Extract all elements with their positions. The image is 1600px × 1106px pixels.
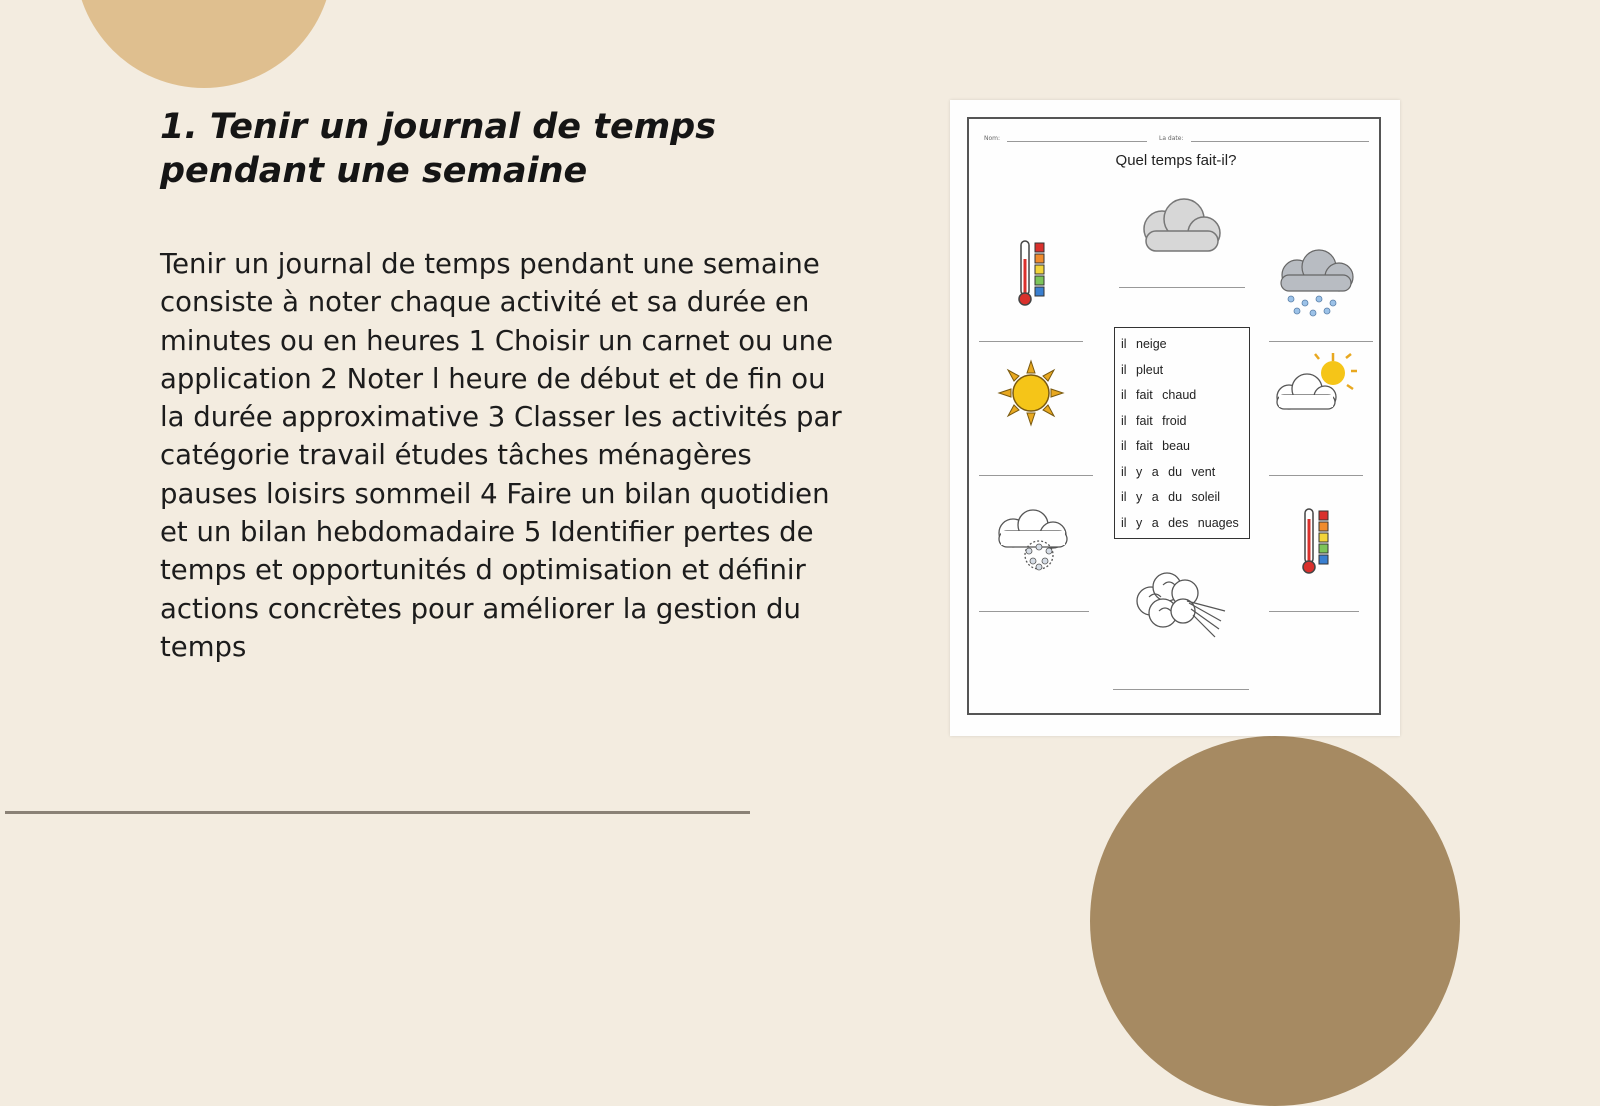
worksheet-date-label: La date: bbox=[1159, 135, 1184, 142]
slide-body-text: Tenir un journal de temps pendant une semaine consiste à noter chaque activité et sa durée en minutes ou en heures 1 Choisir un carnet ou une application 2 Noter l heure de début et de fin ou la durée approximative 3 Classer les activités par catégorie travail études tâches ménagères pauses loisirs sommeil 4 Faire un bilan quotidien et un bilan hebdomadaire 5 Identifier pertes de temps et opportunités d optimisation et définir actions concrètes pour améliorer la gestion du temps bbox=[160, 248, 842, 663]
sun-icon bbox=[997, 359, 1065, 427]
worksheet-name-label: Nom: bbox=[984, 135, 1001, 142]
word-item: il fait chaud bbox=[1121, 388, 1197, 402]
word-item: il fait froid bbox=[1121, 413, 1187, 428]
word-item: il y a du vent bbox=[1121, 464, 1216, 479]
worksheet-frame bbox=[967, 117, 1381, 715]
word-item: il y a des nuages bbox=[1121, 515, 1239, 530]
divider-line bbox=[5, 811, 750, 814]
thermometer-icon bbox=[1301, 507, 1335, 579]
word-item: il neige bbox=[1121, 337, 1167, 351]
worksheet-title: Quel temps fait-il? bbox=[1115, 152, 1237, 169]
decorative-circle-bottom bbox=[1090, 736, 1460, 1106]
slide-title: 1. Tenir un journal de temps pendant une semaine bbox=[160, 107, 717, 191]
sun-behind-cloud-icon bbox=[1267, 351, 1359, 419]
weather-worksheet-image bbox=[950, 100, 1400, 736]
thermometer-icon bbox=[1017, 239, 1051, 311]
word-item: il pleut bbox=[1121, 362, 1164, 377]
wind-icon bbox=[1129, 567, 1229, 643]
decorative-circle-top bbox=[75, 0, 333, 88]
snow-cloud-icon bbox=[989, 509, 1081, 579]
word-item: il fait beau bbox=[1121, 439, 1190, 453]
rain-cloud-icon bbox=[1269, 249, 1361, 319]
cloud-icon bbox=[1132, 195, 1228, 259]
word-list-box bbox=[1114, 327, 1250, 539]
word-item: il y a du soleil bbox=[1121, 490, 1221, 504]
